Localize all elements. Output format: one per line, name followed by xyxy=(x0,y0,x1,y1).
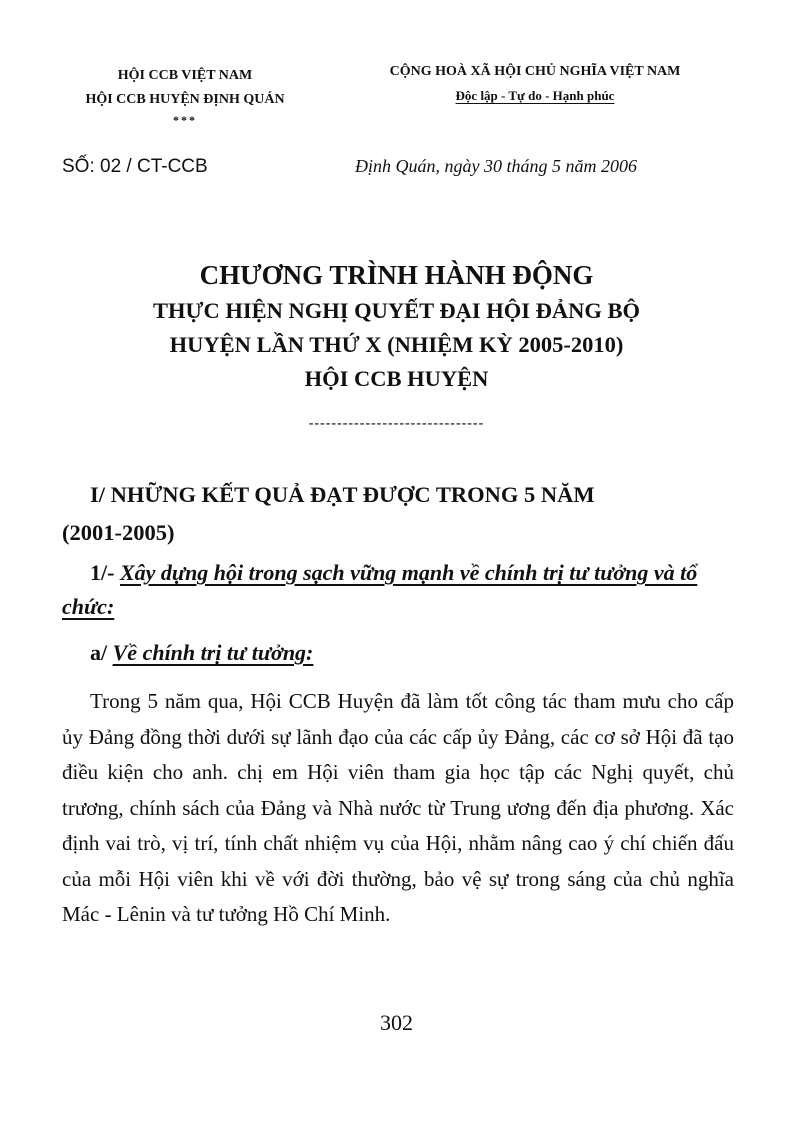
national-motto: Độc lập - Tự do - Hạnh phúc xyxy=(455,88,615,103)
document-title xyxy=(40,256,753,396)
section-heading xyxy=(62,476,734,552)
title-main: CHƯƠNG TRÌNH HÀNH ĐỘNG xyxy=(199,260,594,290)
sub-item-title: Về chính trị tư tưởng: xyxy=(112,640,314,665)
title-line-2: THỰC HIỆN NGHỊ QUYẾT ĐẠI HỘI ĐẢNG BỘ xyxy=(153,298,640,323)
header-stars: *** xyxy=(173,113,197,127)
sub-item-label: a/ xyxy=(90,640,108,665)
section-heading-line-1: I/ NHỮNG KẾT QUẢ ĐẠT ĐƯỢC TRONG 5 NĂM xyxy=(90,482,595,507)
title-divider: ------------------------------- xyxy=(308,416,485,431)
national-title: CỘNG HOÀ XÃ HỘI CHỦ NGHĨA VIỆT NAM xyxy=(389,64,681,79)
issuer-line-1: HỘI CCB VIỆT NAM xyxy=(117,68,253,83)
national-header xyxy=(335,60,735,109)
issuer-line-2: HỘI CCB HUYỆN ĐỊNH QUÁN xyxy=(85,92,285,107)
issuer-header xyxy=(40,64,330,128)
title-line-4: HỘI CCB HUYỆN xyxy=(304,366,489,391)
section-heading-line-2: (2001-2005) xyxy=(62,520,175,545)
sub-item-heading xyxy=(90,636,313,670)
body-paragraph: Trong 5 năm qua, Hội CCB Huyện đã làm tốt công tác tham mưu cho cấp ủy Đảng đồng thời dưới sự lãnh đạo của các cấp ủy Đảng, các cơ sở Hội đã tạo điều kiện cho anh. chị em Hội viên tham gia học tập các Nghị quyết, chủ trương, chính sách của Đảng và Nhà nước từ Trung ương đến địa phương. Xác định vai trò, vị trí, tính chất nhiệm vụ của Hội, nhằm nâng cao ý chí chiến đấu của mỗi Hội viên khi về với đời thường, bảo vệ sự trong sáng của chủ nghĩa Mác - Lênin và tư tưởng Hồ Chí Minh. xyxy=(62,689,734,926)
page-number: 302 xyxy=(380,1010,413,1035)
title-line-3: HUYỆN LẦN THỨ X (NHIỆM KỲ 2005-2010) xyxy=(169,332,624,357)
place-and-date: Định Quán, ngày 30 tháng 5 năm 2006 xyxy=(355,156,637,176)
document-number: SỐ: 02 / CT-CCB xyxy=(62,156,208,177)
subsection-title: Xây dựng hội trong sạch vững mạnh về chính trị tư tưởng và tổ chức: xyxy=(62,560,698,619)
subsection-heading xyxy=(62,556,734,624)
subsection-number: 1/- xyxy=(90,560,115,585)
